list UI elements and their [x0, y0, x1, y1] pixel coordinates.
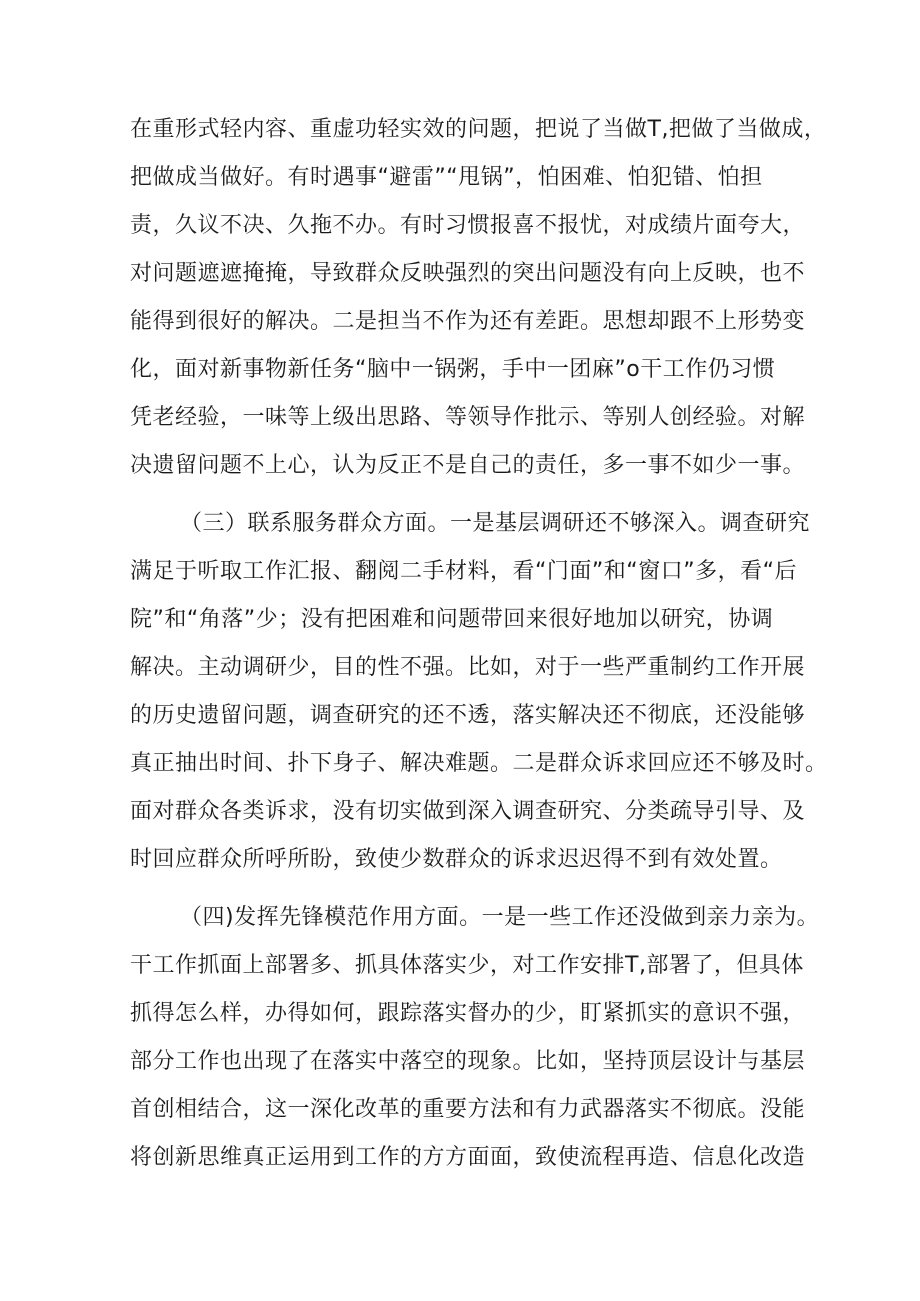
text-line: 真正抽出时间、扑下身子、解决难题。二是群众诉求回应还不够及时。	[130, 751, 828, 776]
text-line: 凭老经验，一味等上级出思路、等领导作批示、等别人创经验。对解	[130, 405, 806, 430]
text-line: 把做成当做好。有时遇事“避雷”“甩锅”，怕困难、怕犯错、怕担	[130, 165, 763, 190]
text-line: 抓得怎么样，办得如何，跟踪落实督办的少，盯紧抓实的意识不强，	[130, 1001, 806, 1026]
text-line: 责，久议不决、久拖不办。有时习惯报喜不报忧，对成绩片面夸大，	[130, 213, 806, 238]
text-line: 时回应群众所呼所盼，致使少数群众的诉求迟迟得不到有效处置。	[130, 847, 783, 872]
paragraph-start-line: （三）联系服务群众方面。一是基层调研还不够深入。调查研究	[180, 511, 811, 536]
text-line: 干工作抓面上部署多、抓具体落实少，对工作安排T,部署了，但具体	[130, 953, 804, 978]
text-line: 首创相结合，这一深化改革的重要方法和有力武器落实不彻底。没能	[130, 1097, 806, 1122]
paragraph-start-line: （四)发挥先锋模范作用方面。一是一些工作还没做到亲力亲为。	[180, 905, 820, 930]
text-line: 满足于听取工作汇报、翻阅二手材料，看“门面”和“窗口”多，看“后	[130, 559, 797, 584]
text-line: 对问题遮遮掩掩，导致群众反映强烈的突出问题没有向上反映，也不	[130, 261, 806, 286]
text-line: 的历史遗留问题，调查研究的还不透，落实解决还不彻底，还没能够	[130, 703, 806, 728]
text-line: 决遗留问题不上心，认为反正不是自己的责任，多一事不如少一事。	[130, 453, 806, 478]
text-line: 将创新思维真正运用到工作的方方面面，致使流程再造、信息化改造	[130, 1145, 806, 1170]
text-line: 部分工作也出现了在落实中落空的现象。比如，坚持顶层设计与基层	[130, 1049, 806, 1074]
text-line: 能得到很好的解决。二是担当不作为还有差距。思想却跟不上形势变	[130, 309, 806, 334]
text-line: 化，面对新事物新任务“脑中一锅粥，手中一团麻”o干工作仍习惯	[130, 357, 776, 382]
text-line: 在重形式轻内容、重虚功轻实效的问题，把说了当做T,把做了当做成，	[130, 117, 827, 142]
text-line: 解决。主动调研少，目的性不强。比如，对于一些严重制约工作开展	[130, 655, 806, 680]
text-line: 面对群众各类诉求，没有切实做到深入调查研究、分类疏导引导、及	[130, 799, 806, 824]
text-line: 院”和“角落”少；没有把困难和问题带回来很好地加以研究，协调	[130, 607, 774, 632]
